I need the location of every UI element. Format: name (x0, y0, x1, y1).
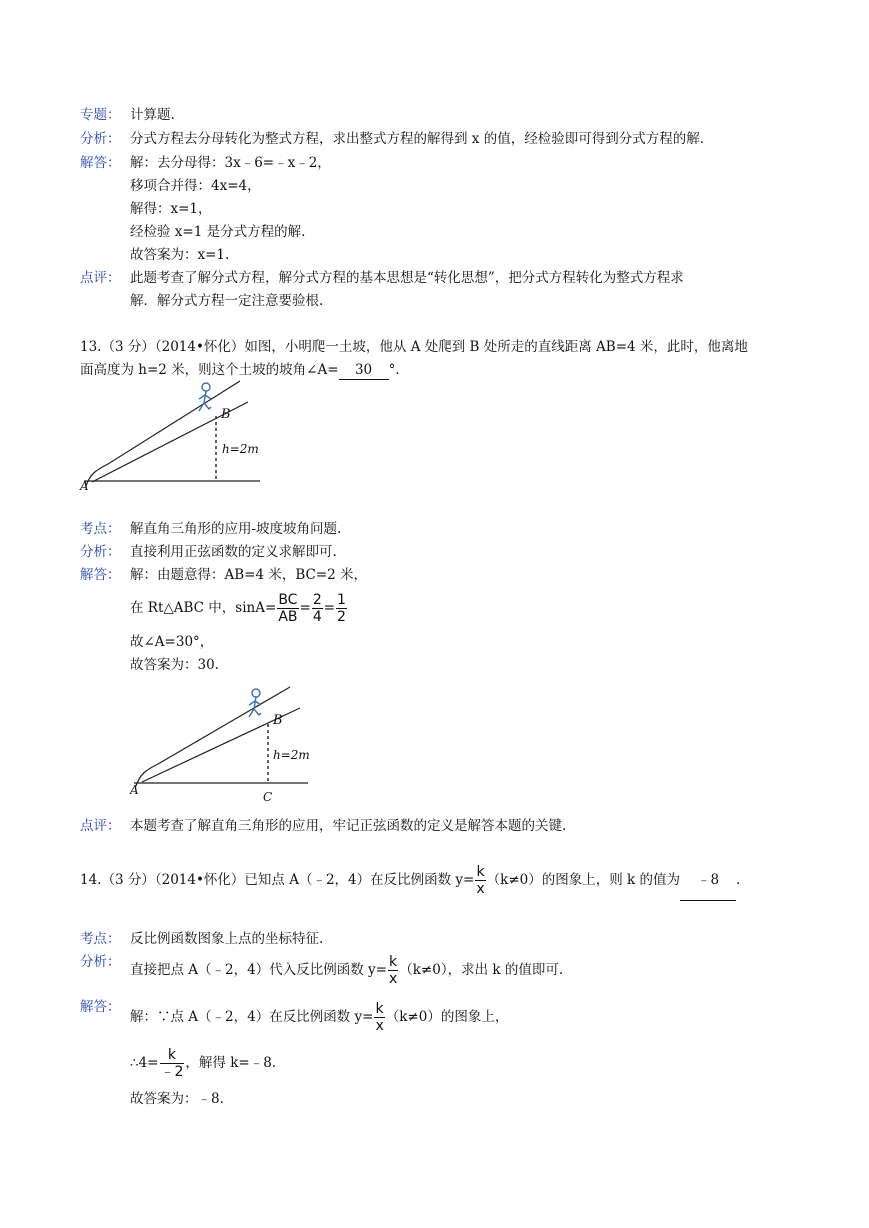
comment-text: 解．解分式方程一定注意要验根. (130, 293, 324, 309)
solution-line: 经检验 x=1 是分式方程的解. (130, 224, 306, 240)
denominator: 4 (312, 609, 322, 625)
equals-sign: = (299, 600, 311, 616)
answer-blank: ﹣8 (680, 860, 736, 901)
solution-part: ∴4= (130, 1055, 159, 1071)
comment-text: 此题考查了解分式方程，解分式方程的基本思想是“转化思想”，把分式方程转化为整式方程求 (130, 270, 684, 286)
point-label: 考点： (80, 521, 121, 537)
analysis-text (130, 950, 563, 990)
solution-line: 故答案为：﹣8. (130, 1091, 224, 1107)
denominator: x (375, 1018, 384, 1034)
numerator: 2 (312, 592, 322, 608)
slope-figure-with-c (128, 684, 328, 804)
solution-line: 故答案为：x=1. (130, 247, 230, 263)
denominator: x (388, 971, 398, 987)
equals-sign: = (323, 600, 336, 616)
numerator: k (375, 1001, 384, 1017)
numerator: k (389, 954, 398, 970)
label-A: A (80, 479, 89, 493)
denominator: AB (278, 609, 298, 625)
denominator: 2 (337, 609, 346, 625)
analysis-part: （k≠0），求出 k 的值即可. (399, 962, 564, 978)
point-text: 反比例函数图象上点的坐标特征. (130, 931, 324, 947)
answer-blank: 30 (339, 361, 389, 380)
fraction-k-x (475, 864, 485, 897)
denominator: ﹣2 (160, 1064, 184, 1080)
comment-text: 本题考查了解直角三角形的应用，牢记正弦函数的定义是解答本题的关键. (130, 818, 567, 834)
label-h: h=2m (273, 748, 310, 762)
label-C: C (263, 790, 273, 804)
solution-label: 解答： (80, 567, 121, 583)
solution-part: ，解得 k=﹣8. (185, 1055, 277, 1071)
solution-line: 移项合并得：4x=4， (130, 178, 261, 194)
solution-line (130, 997, 508, 1037)
point-label: 考点： (80, 931, 121, 947)
stem-text: （k≠0）的图象上，则 k 的值为 (486, 872, 681, 888)
solution-line: 故∠A=30°， (130, 634, 214, 650)
analysis-label: 分析： (80, 131, 121, 147)
equation-prefix: 在 Rt△ABC 中，sinA= (130, 600, 277, 616)
fraction-bc-ab (277, 592, 298, 625)
climber-icon (199, 383, 211, 411)
solution-line (130, 1043, 276, 1083)
solution-line: 解：去分母得：3x﹣6=﹣x﹣2， (130, 155, 331, 171)
solution-line: 解得：x=1， (130, 201, 212, 217)
stem-text: 14.（3 分）（2014•怀化）已知点 A（﹣2，4）在反比例函数 y= (80, 872, 475, 888)
question-13-stem: 13.（3 分）（2014•怀化）如图，小明爬一土坡，他从 A 处爬到 B 处所走的直线距离 AB=4 米，此时，他离地 (80, 339, 748, 355)
numerator: k (476, 864, 485, 880)
label-B: B (273, 713, 283, 728)
solution-label: 解答： (80, 999, 121, 1015)
numerator: k (167, 1047, 177, 1063)
analysis-text: 分式方程去分母转化为整式方程，求出整式方程的解得到 x 的值，经检验即可得到分式方程的解. (130, 131, 704, 147)
point-text: 解直角三角形的应用-坡度坡角问题. (130, 521, 342, 537)
topic-label: 专题： (80, 107, 121, 123)
solution-line: 故答案为：30. (130, 657, 219, 673)
denominator: x (476, 881, 485, 897)
topic-text: 计算题. (130, 107, 175, 123)
fraction-k-neg2 (160, 1047, 185, 1080)
numerator: 1 (337, 592, 346, 608)
climber-icon (249, 689, 261, 717)
fraction-k-x (388, 954, 398, 987)
fraction-k-x (374, 1001, 384, 1034)
slope-figure (78, 378, 278, 493)
stem-text: . (736, 872, 741, 888)
solution-part: （k≠0）的图象上， (385, 1009, 509, 1025)
question-14-stem (80, 860, 740, 901)
solution-line: 解：由题意得：AB=4 米，BC=2 米， (130, 567, 368, 583)
numerator: BC (278, 592, 298, 608)
analysis-text: 直接利用正弦函数的定义求解即可. (130, 544, 337, 560)
label-A: A (130, 783, 139, 797)
analysis-label: 分析： (80, 954, 121, 970)
analysis-label: 分析： (80, 544, 121, 560)
stem-text: °． (388, 362, 409, 378)
comment-label: 点评： (80, 818, 121, 834)
solution-label: 解答： (80, 155, 121, 171)
sine-equation (130, 588, 348, 628)
comment-label: 点评： (80, 270, 121, 286)
slope-upper-line (136, 687, 290, 786)
analysis-part: 直接把点 A（﹣2，4）代入反比例函数 y= (130, 962, 387, 978)
label-h: h=2m (222, 442, 259, 456)
slope-upper-line (86, 381, 240, 486)
label-B: B (221, 407, 231, 422)
fraction-2-4 (312, 592, 323, 625)
stem-text: 面高度为 h=2 米，则这个土坡的坡角∠A= (80, 362, 339, 378)
fraction-1-2 (336, 592, 347, 625)
solution-part: 解：∵点 A（﹣2，4）在反比例函数 y= (130, 1009, 374, 1025)
